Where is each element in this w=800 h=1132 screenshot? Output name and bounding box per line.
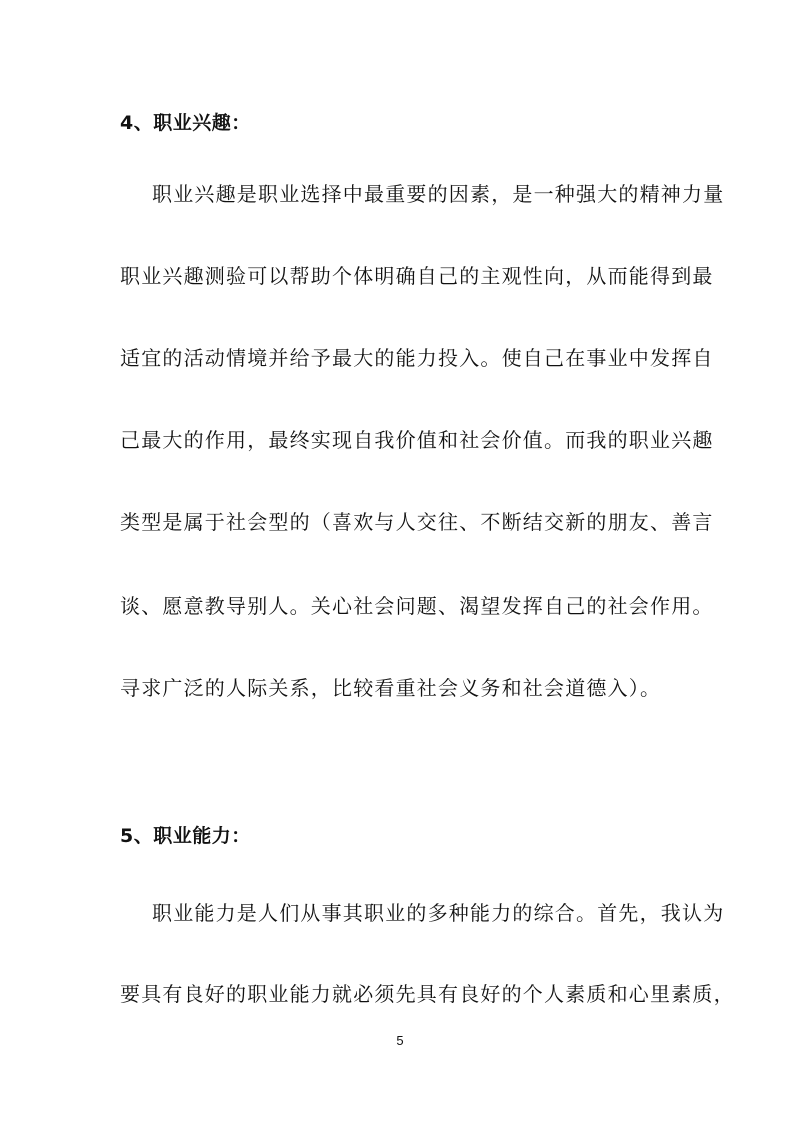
section-4-line-1: 职业兴趣是职业选择中最重要的因素，是一种强大的精神力量 <box>152 182 725 206</box>
section-4-line-3: 适宜的活动情境并给予最大的能力投入。使自己在事业中发挥自 <box>120 346 714 370</box>
section-4-heading: 4、职业兴趣： <box>120 112 251 134</box>
section-5-heading: 5、职业能力： <box>120 825 251 847</box>
section-4-line-7: 寻求广泛的人际关系，比较看重社会义务和社会道德入）。 <box>120 676 662 700</box>
page-number: 5 <box>396 1033 404 1048</box>
section-4-line-6: 谈、愿意教导别人。关心社会问题、渴望发挥自己的社会作用。 <box>120 594 714 618</box>
section-5-line-1: 职业能力是人们从事其职业的多种能力的综合。首先，我认为 <box>152 901 725 925</box>
section-4-line-4: 己最大的作用，最终实现自我价值和社会价值。而我的职业兴趣 <box>120 428 714 452</box>
section-4-line-5: 类型是属于社会型的（喜欢与人交往、不断结交新的朋友、善言 <box>120 510 714 534</box>
section-5-line-2: 要具有良好的职业能力就必须先具有良好的个人素质和心里素质， <box>120 982 735 1006</box>
section-4-line-2: 职业兴趣测验可以帮助个体明确自己的主观性向，从而能得到最 <box>120 264 714 288</box>
